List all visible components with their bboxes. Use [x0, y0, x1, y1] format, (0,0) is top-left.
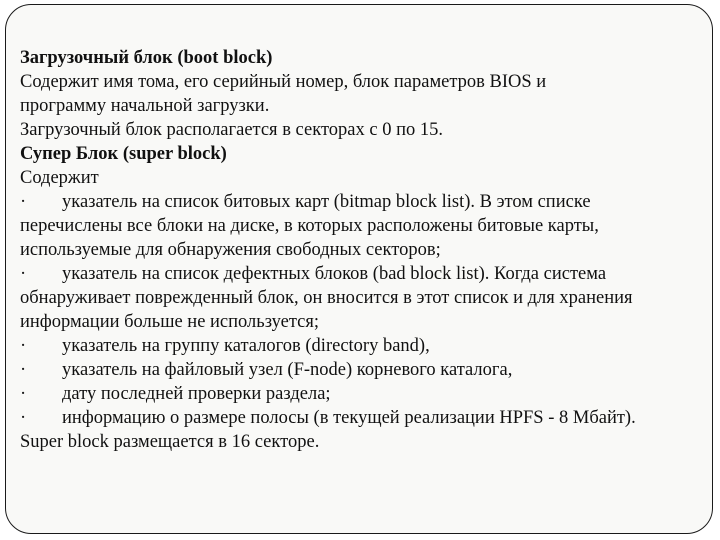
bullet-marker: · [20, 360, 27, 380]
bullet-marker: · [20, 408, 27, 428]
super-block-item-5-text: дату последней проверки раздела; [62, 384, 331, 404]
super-block-item-2 [20, 262, 700, 286]
super-block-item-5 [20, 382, 700, 406]
bullet-marker: · [20, 384, 27, 404]
super-block-item-2-text: указатель на список дефектных блоков (bad block list). Когда система [62, 264, 607, 284]
boot-block-text-line-2: программу начальной загрузки. [20, 96, 270, 116]
boot-block-text-line-1: Содержит имя тома, его серийный номер, блок параметров BIOS и [20, 72, 547, 92]
super-block-intro: Содержит [20, 168, 99, 188]
super-block-item-6-text: информацию о размере полосы (в текущей реализации HPFS - 8 Мбайт). [62, 408, 636, 428]
super-block-item-4 [20, 358, 700, 382]
bullet-marker: · [20, 264, 27, 284]
super-block-item-1-cont-2: используемые для обнаружения свободных секторов; [20, 240, 441, 260]
super-block-item-2-cont-2: информации больше не используется; [20, 312, 320, 332]
super-block-item-4-text: указатель на файловый узел (F-node) корневого каталога, [62, 360, 513, 380]
super-block-item-2-cont-1: обнаруживает поврежденный блок, он вносится в этот список и для хранения [20, 288, 633, 308]
super-block-item-3 [20, 334, 700, 358]
super-block-heading: Супер Блок (super block) [20, 144, 227, 164]
super-block-item-6 [20, 406, 700, 430]
super-block-item-1-cont-1: перечислены все блоки на диске, в которых расположены битовые карты, [20, 216, 599, 236]
boot-block-heading: Загрузочный блок (boot block) [20, 48, 273, 68]
super-block-location: Super block размещается в 16 секторе. [20, 432, 320, 452]
super-block-item-3-text: указатель на группу каталогов (directory band), [62, 336, 430, 356]
super-block-item-1 [20, 190, 700, 214]
boot-block-location: Загрузочный блок располагается в секторах с 0 по 15. [20, 120, 443, 140]
bullet-marker: · [20, 336, 27, 356]
bullet-marker: · [20, 192, 27, 212]
super-block-item-1-text: указатель на список битовых карт (bitmap block list). В этом списке [62, 192, 591, 212]
slide-content [20, 46, 700, 454]
